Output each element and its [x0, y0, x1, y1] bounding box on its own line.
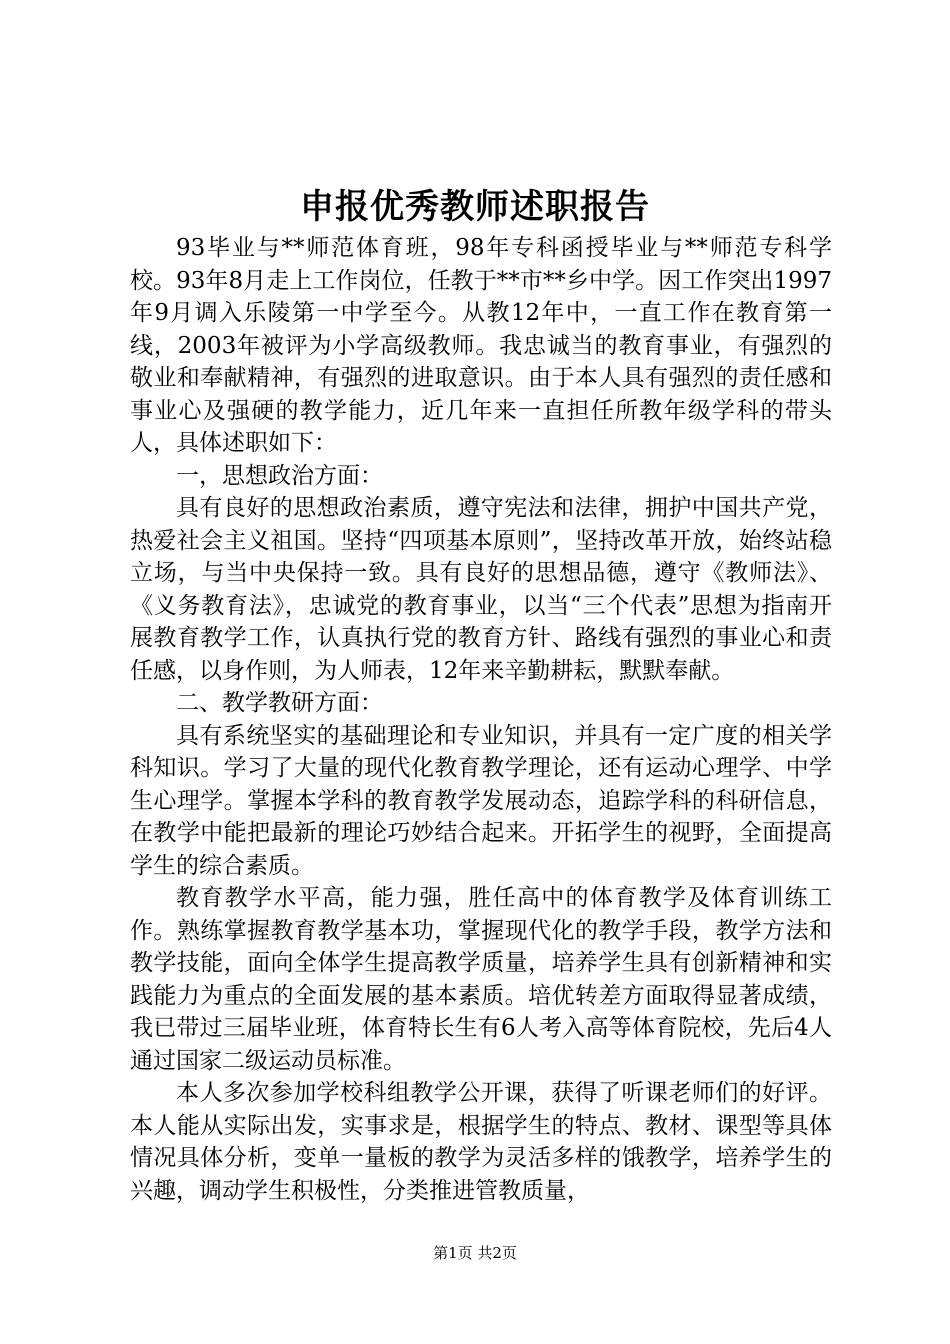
- paragraph-political: 具有良好的思想政治素质，遵守宪法和法律，拥护中国共产党，热爱社会主义祖国。坚持“四项基本原则”，坚持改革开放，始终站稳立场，与当中央保持一致。具有良好的思想品德，遵守《教师法》、《义务教育法》，忠诚党的教育事业，以当“三个代表”思想为指南开展教育教学工作，认真执行党的教育方针、路线有强烈的事业心和责任感，以身作则，为人师表，12年来辛勤耕耘，默默奉献。: [130, 495, 832, 684]
- page-footer: 第1页 共2页: [433, 1244, 517, 1262]
- paragraph-knowledge: 具有系统坚实的基础理论和专业知识，并具有一定广度的相关学科知识。学习了大量的现代化教育教学理论，还有运动心理学、中学生心理学。掌握本学科的教育教学发展动态，追踪学科的科研信息，在教学中能把最新的理论巧妙结合起来。开拓学生的视野，全面提高学生的综合素质。: [130, 722, 832, 879]
- paragraph-open-class: 本人多次参加学校科组教学公开课，获得了听课老师们的好评。本人能从实际出发，实事求是，根据学生的特点、教材、课型等具体情况具体分析，变单一量板的教学为灵活多样的饿教学，培养学生的兴趣，调动学生积极性，分类推进管教质量，: [130, 1080, 832, 1204]
- section-heading-teaching: 二、教学教研方面：: [176, 690, 383, 716]
- paragraph-teaching-level: 教育教学水平高，能力强，胜任高中的体育教学及体育训练工作。熟练掌握教育教学基本功，掌握现代化的教学手段，教学方法和教学技能，面向全体学生提高教学质量，培养学生具有创新精神和实践能力为重点的全面发展的基本素质。培优转差方面取得显著成绩，我已带过三届毕业班，体育特长生有6人考入高等体育院校，先后4人通过国家二级运动员标准。: [130, 885, 832, 1074]
- paragraph-intro: 93毕业与**师范体育班，98年专科函授毕业与**师范专科学校。93年8月走上工作岗位，任教于**市**乡中学。因工作突出1997年9月调入乐陵第一中学至今。从教12年中，一直工作在教育第一线，2003年被评为小学高级教师。我忠诚当的教育事业，有强烈的敬业和奉献精神，有强烈的进取意识。由于本人具有强烈的责任感和事业心及强硬的教学能力，近几年来一直担任所教年级学科的带头人，具体述职如下：: [130, 235, 832, 456]
- section-heading-political: 一，思想政治方面：: [176, 462, 383, 489]
- document-body: [130, 232, 832, 1207]
- document-title: 申报优秀教师述职报告: [300, 187, 650, 227]
